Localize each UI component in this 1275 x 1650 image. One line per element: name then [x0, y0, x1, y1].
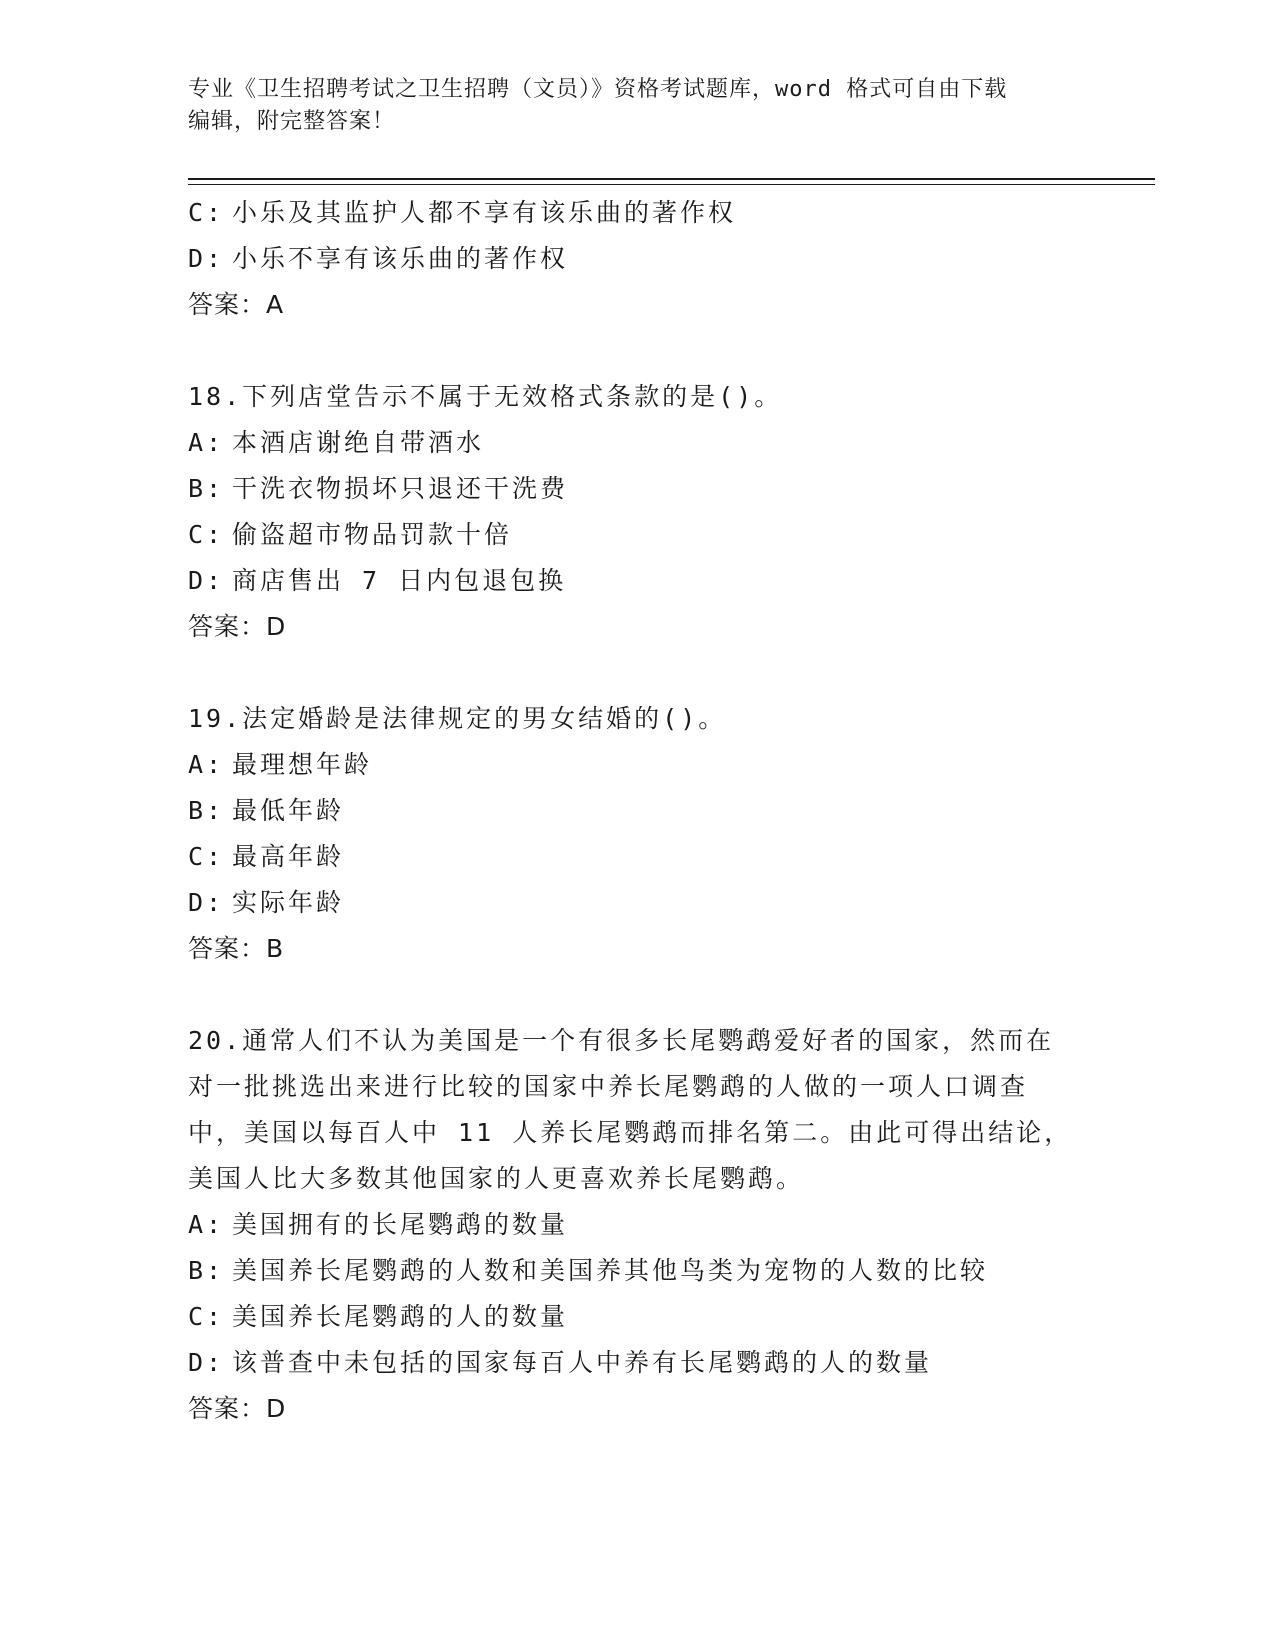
- option-text: 偷盗超市物品罚款十倍: [232, 520, 513, 549]
- option-d: [188, 236, 1088, 282]
- answer-line: 答案：B: [188, 934, 285, 963]
- option-label: D:: [188, 1348, 225, 1377]
- spacer: [188, 972, 1088, 1018]
- answer-line: 答案：D: [188, 1394, 287, 1423]
- previous-question-tail: [188, 190, 1088, 328]
- option-c: [188, 190, 1088, 236]
- question-18: [188, 374, 1088, 650]
- option-text: 最高年龄: [232, 842, 345, 871]
- question-stem: 18.下列店堂告示不属于无效格式条款的是()。: [188, 382, 783, 411]
- option-b: [188, 788, 1088, 834]
- option-text: 本酒店谢绝自带酒水: [232, 428, 485, 457]
- option-label: C:: [188, 1302, 225, 1331]
- option-label: A:: [188, 428, 225, 457]
- answer-line: 答案：D: [188, 612, 287, 641]
- question-content: [188, 190, 1088, 1432]
- option-text: 小乐及其监护人都不享有该乐曲的著作权: [232, 198, 737, 227]
- option-label: C:: [188, 198, 225, 227]
- option-label: B:: [188, 474, 225, 503]
- option-text: 美国养长尾鹦鹉的人的数量: [232, 1302, 569, 1331]
- option-text: 美国养长尾鹦鹉的人数和美国养其他鸟类为宠物的人数的比较: [232, 1256, 989, 1285]
- question-stem-line: 20.通常人们不认为美国是一个有很多长尾鹦鹉爱好者的国家，然而在: [188, 1026, 1055, 1055]
- header-rule-thin: [188, 184, 1155, 185]
- option-label: C:: [188, 842, 225, 871]
- option-label: A:: [188, 1210, 225, 1239]
- option-label: C:: [188, 520, 225, 549]
- option-a: [188, 742, 1088, 788]
- question-20: [188, 1018, 1088, 1432]
- option-text: 最理想年龄: [232, 750, 373, 779]
- option-d: [188, 558, 1088, 604]
- header-line-1: 专业《卫生招聘考试之卫生招聘（文员）》资格考试题库，word 格式可自由下载: [188, 77, 1008, 102]
- option-text: 小乐不享有该乐曲的著作权: [232, 244, 569, 273]
- option-b: [188, 1248, 1088, 1294]
- option-text: 商店售出 7 日内包退包换: [232, 566, 567, 595]
- option-d: [188, 880, 1088, 926]
- option-a: [188, 1202, 1088, 1248]
- option-label: D:: [188, 244, 225, 273]
- option-text: 最低年龄: [232, 796, 345, 825]
- question-stem-line: 对一批挑选出来进行比较的国家中养长尾鹦鹉的人做的一项人口调查: [188, 1072, 1029, 1101]
- option-text: 该普查中未包括的国家每百人中养有长尾鹦鹉的人的数量: [232, 1348, 933, 1377]
- question-stem-line: 美国人比大多数其他国家的人更喜欢养长尾鹦鹉。: [188, 1164, 805, 1193]
- question-19: [188, 696, 1088, 972]
- option-c: [188, 1294, 1088, 1340]
- header-rule-thick: [188, 178, 1155, 180]
- option-a: [188, 420, 1088, 466]
- spacer: [188, 650, 1088, 696]
- option-text: 美国拥有的长尾鹦鹉的数量: [232, 1210, 569, 1239]
- option-label: A:: [188, 750, 225, 779]
- option-text: 实际年龄: [232, 888, 345, 917]
- question-stem: 19.法定婚龄是法律规定的男女结婚的()。: [188, 704, 727, 733]
- option-d: [188, 1340, 1088, 1386]
- option-label: D:: [188, 888, 225, 917]
- option-c: [188, 512, 1088, 558]
- option-label: B:: [188, 796, 225, 825]
- document-header: [188, 74, 1088, 138]
- question-stem-line: 中，美国以每百人中 11 人养长尾鹦鹉而排名第二。由此可得出结论，: [188, 1118, 1073, 1147]
- option-label: B:: [188, 1256, 225, 1285]
- option-b: [188, 466, 1088, 512]
- spacer: [188, 328, 1088, 374]
- option-c: [188, 834, 1088, 880]
- option-text: 干洗衣物损坏只退还干洗费: [232, 474, 569, 503]
- header-line-2: 编辑，附完整答案！: [188, 109, 396, 134]
- option-label: D:: [188, 566, 225, 595]
- answer-line: 答案：A: [188, 290, 285, 319]
